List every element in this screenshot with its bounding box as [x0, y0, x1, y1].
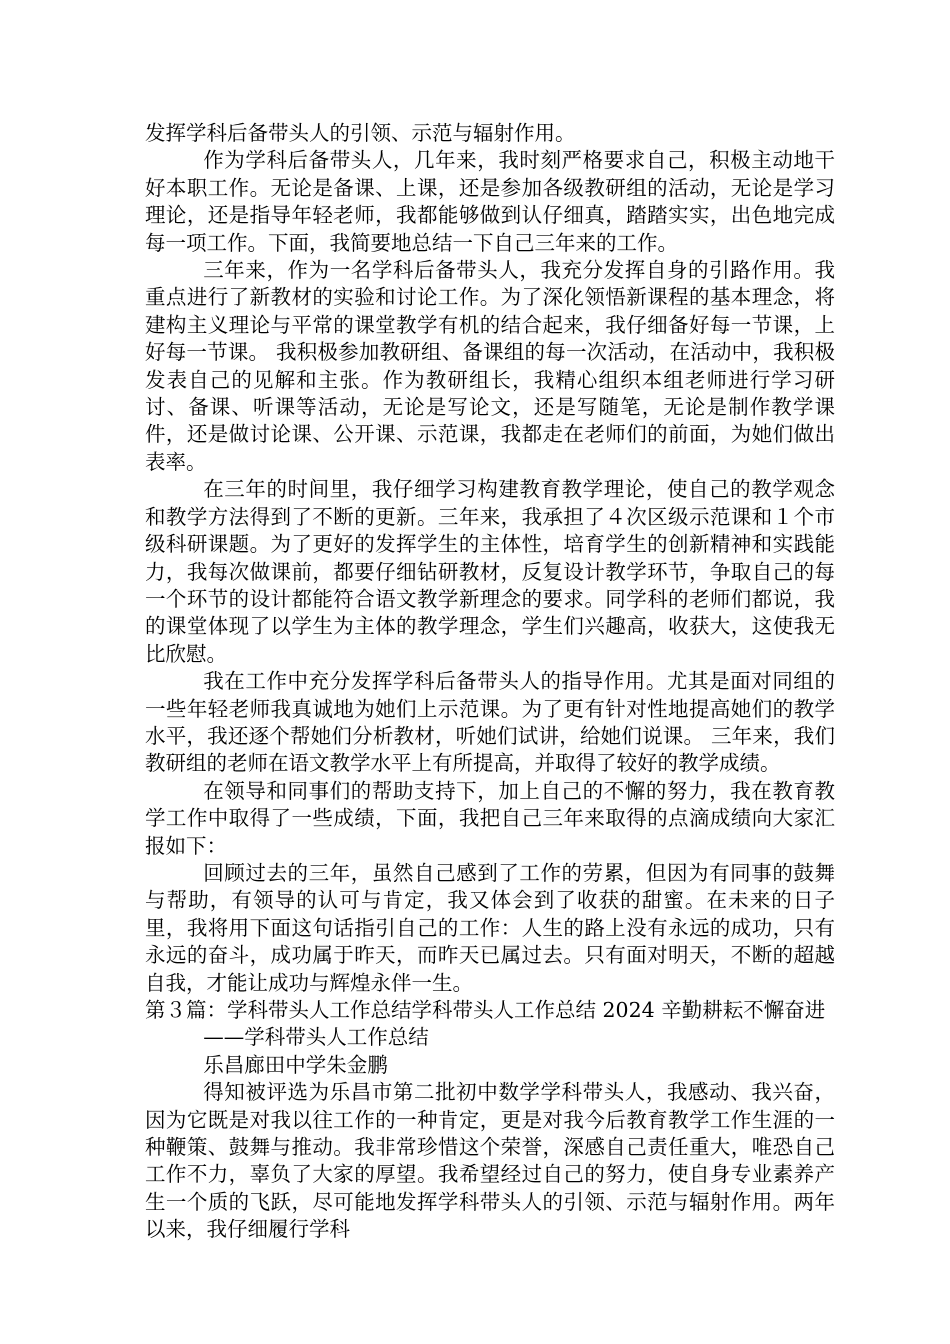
paragraph-3: 三年来，作为一名学科后备带头人，我充分发挥自身的引路作用。我重点进行了新教材的实验和讨论工作。为了深化领悟新课程的基本理念，将建构主义理论与平常的课堂教学有机的结合起来，我仔细备好每一节课，上好每一节课。 我积极参加教研组、备课组的每一次活动，在活动中，我积极发表自己的见解和主张。作为教研组长，我精心组织本组老师进行学习研讨、备课、听课等活动，无论是写论文，还是写随笔，无论是制作教学课件，还是做讨论课、公开课、示范课，我都走在老师们的前面，为她们做出表率。: [145, 258, 835, 474]
document-body: [145, 120, 835, 1244]
paragraph-7: 回顾过去的三年，虽然自己感到了工作的劳累，但因为有同事的鼓舞与帮助，有领导的认可与肯定，我又体会到了收获的甜蜜。在未来的日子里，我将用下面这句话指引自己的工作：人生的路上没有永远的成功，只有永远的奋斗，成功属于昨天，而昨天已属过去。只有面对明天，不断的超越自我，才能让成功与辉煌永伴一生。: [145, 860, 835, 995]
author-line: 乐昌廊田中学朱金鹏: [203, 1052, 388, 1077]
paragraph-6: 在领导和同事们的帮助支持下，加上自己的不懈的努力，我在教育教学工作中取得了一些成绩，下面，我把自己三年来取得的点滴成绩向大家汇报如下：: [145, 778, 835, 858]
paragraph-5: 我在工作中充分发挥学科后备带头人的指导作用。尤其是面对同组的一些年轻老师我真诚地为她们上示范课。为了更有针对性地提高她们的教学水平，我还逐个帮她们分析教材，听她们试讲，给她们说课。 三年来，我们教研组的老师在语文教学水平上有所提高，并取得了较好的教学成绩。: [145, 669, 835, 776]
paragraph-8: 得知被评选为乐昌市第二批初中数学学科带头人，我感动、我兴奋，因为它既是对我以往工作的一种肯定，更是对我今后教育教学工作生涯的一种鞭策、鼓舞与推动。我非常珍惜这个荣誉，深感自己责任重大，唯恐自己工作不力，辜负了大家的厚望。我希望经过自己的努力，使自身专业素养产生一个质的飞跃，尽可能地发挥学科带头人的引领、示范与辐射作用。两年以来，我仔细履行学科: [145, 1080, 835, 1242]
section-subtitle: ——学科带头人工作总结: [203, 1025, 429, 1050]
paragraph-4: 在三年的时间里，我仔细学习构建教育教学理论，使自己的教学观念和教学方法得到了不断的更新。三年来，我承担了４次区级示范课和１个市级科研课题。为了更好的发挥学生的主体性，培育学生的创新精神和实践能力，我每次做课前，都要仔细钻研教材，反复设计教学环节，争取自己的每一个环节的设计都能符合语文教学新理念的要求。同学科的老师们都说，我的课堂体现了以学生为主体的教学理念，学生们兴趣高，收获大，这使我无比欣慰。: [145, 477, 835, 666]
paragraph-1: 发挥学科后备带头人的引领、示范与辐射作用。: [145, 121, 576, 145]
paragraph-2: 作为学科后备带头人，几年来，我时刻严格要求自己，积极主动地干好本职工作。无论是备课、上课，还是参加各级教研组的活动，无论是学习理论，还是指导年轻老师，我都能够做到认仔细真，踏踏实实，出色地完成每一项工作。下面，我简要地总结一下自己三年来的工作。: [145, 148, 835, 255]
section-heading: 第３篇：学科带头人工作总结学科带头人工作总结 2024 辛勤耕耘不懈奋进: [145, 998, 826, 1022]
